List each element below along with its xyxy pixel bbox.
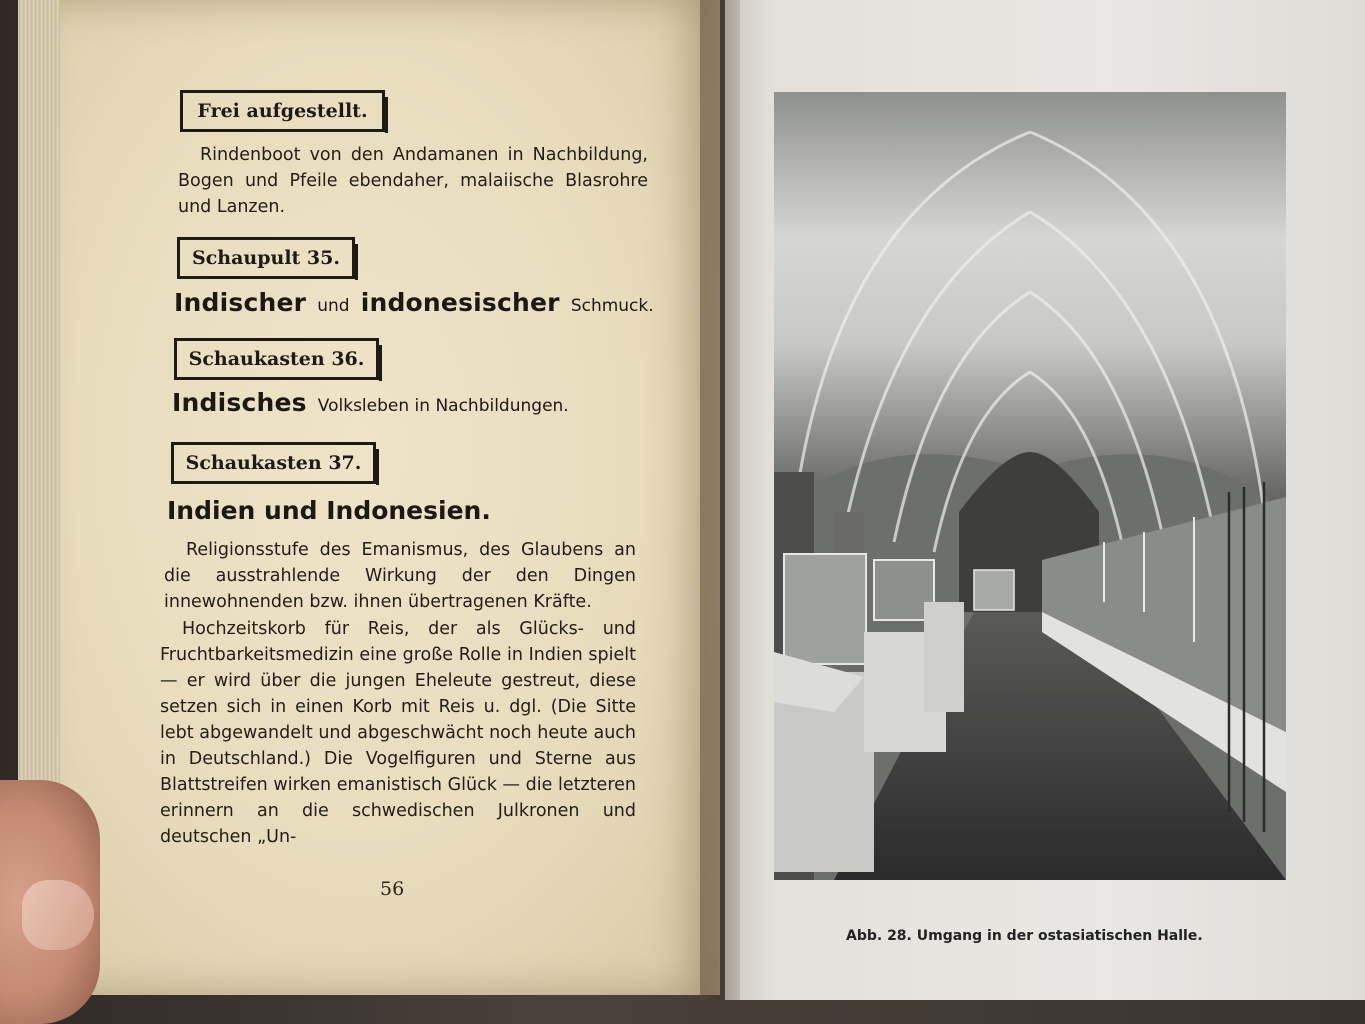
section-label-text: Schaukasten 37. (185, 452, 362, 474)
paragraph-hochzeitskorb: Hochzeitskorb für Reis, der als Glücks- und Fruchtbarkeitsmedizin eine große Rolle in Indien spielt — er wird über die jungen Eheleute gestreut, diese setzen sich in einen Korb mit Reis u. dgl. (Die Sitte lebt abgewandelt und abgeschwächt noch heute auch in Deutschland.) Die Vogelfiguren und Sterne aus Blattstreifen wirken emanistisch Glück — die letzteren erinnern an die schwedischen Julkronen und deutschen „Un- (160, 619, 636, 847)
paragraph-emanismus: Religionsstufe des Emanismus, des Glaubens an die ausstrahlende Wirkung der den Dingen innewohnenden bzw. ihnen übertragenen Kräfte. (164, 540, 636, 612)
title-word: indonesischer (360, 288, 560, 317)
title-word: Indisches (172, 388, 307, 417)
ceiling-vault (774, 92, 1286, 512)
section-label-frei-aufgestellt (180, 90, 385, 132)
figure-caption: Abb. 28. Umgang in der ostasiatischen Halle. (846, 928, 1203, 944)
title-word: Indischer (174, 288, 307, 317)
section-text-rindenboot: Rindenboot von den Andamanen in Nachbildung, Bogen und Pfeile ebendaher, malaiische Blasrohre und Lanzen. (178, 145, 648, 217)
page-number: 56 (380, 878, 405, 900)
title-word: und (317, 296, 350, 316)
photo-drawing (774, 92, 1286, 880)
vaulted-hall-photo (774, 92, 1286, 880)
section-title-volksleben (172, 388, 575, 417)
thumbnail-highlight (22, 880, 94, 950)
title-word: Schmuck. (570, 296, 654, 316)
section-heading-indien: Indien und Indonesien. (167, 496, 491, 525)
book-gutter (700, 0, 740, 1000)
section-label-schaukasten-36 (174, 338, 379, 380)
section-label-text: Schaupult 35. (192, 247, 340, 269)
section-label-schaukasten-37 (171, 442, 376, 484)
section-label-schaupult-35 (177, 237, 355, 279)
section-title-schmuck (174, 288, 660, 317)
section-label-text: Frei aufgestellt. (197, 100, 368, 122)
section-label-text: Schaukasten 36. (188, 348, 365, 370)
title-word: Volksleben in Nachbildungen. (317, 396, 569, 416)
